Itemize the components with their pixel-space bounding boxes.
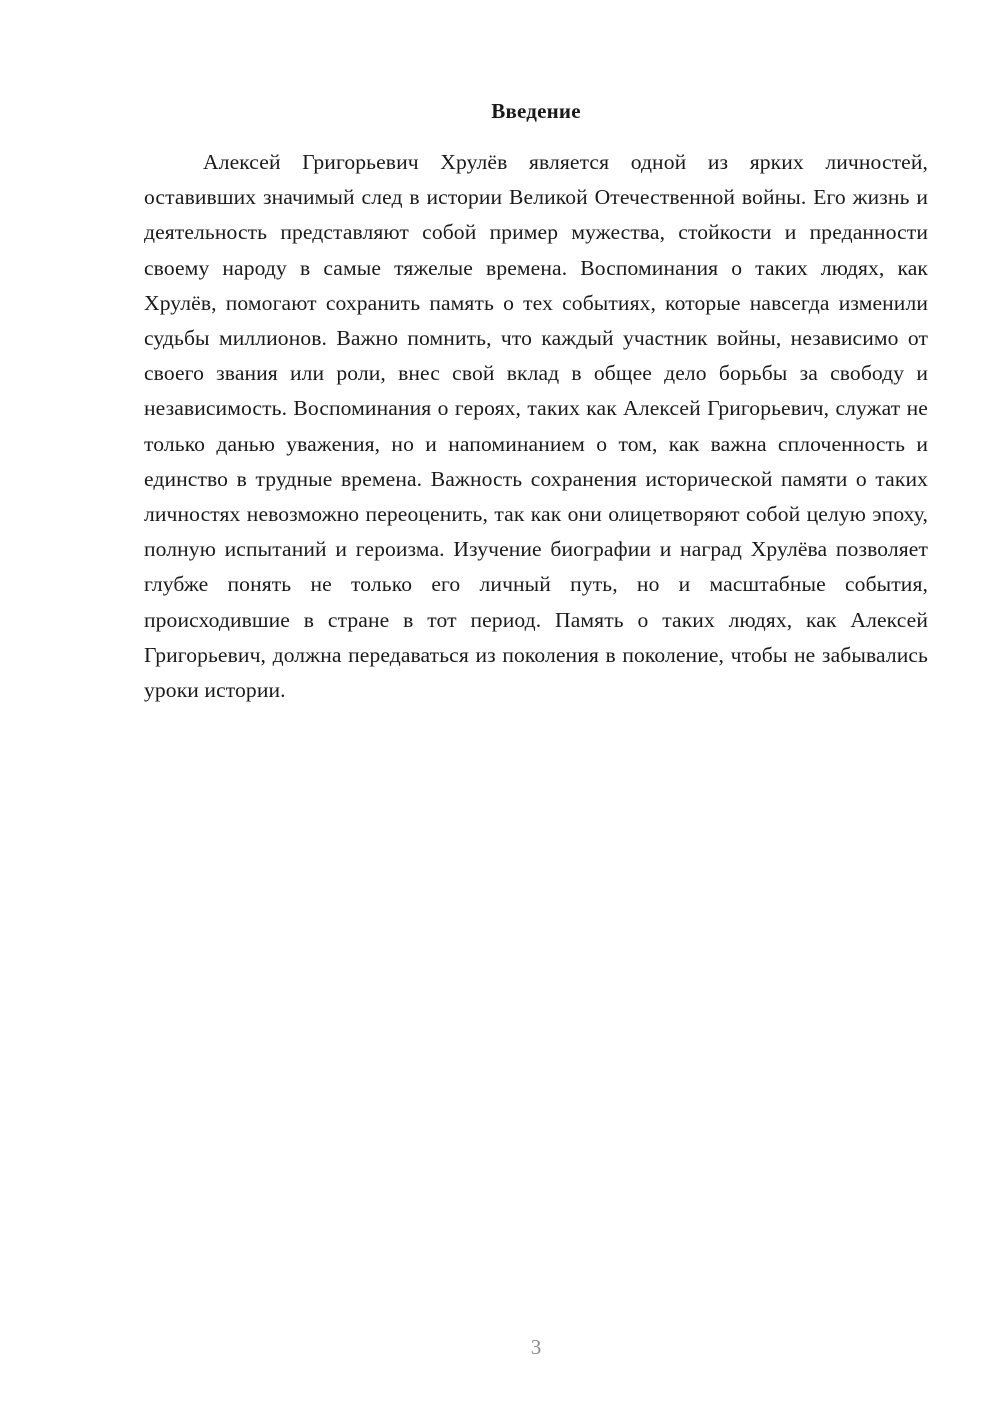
page-number: 3 [530,1335,542,1359]
intro-paragraph: Алексей Григорьевич Хрулёв является одной из ярких личностей, оставивших значимый след в истории Великой Отечественной войны. Его жизнь и деятельность представляют собой пример мужества, стойкости и преданности своему народу в самые тяжелые времена. Воспоминания о таких людях, как Хрулёв, помогают сохранить память о тех событиях, которые навсегда изменили судьбы миллионов. Важно помнить, что каждый участник войны, независимо от своего звания или роли, внес свой вклад в общее дело борьбы за свободу и независимость. Воспоминания о героях, таких как Алексей Григорьевич, служат не только данью уважения, но и напоминанием о том, как важна сплоченность и единство в трудные времена. Важность сохранения исторической памяти о таких личностях невозможно переоценить, так как они олицетворяют собой целую эпоху, полную испытаний и героизма. Изучение биографии и наград Хрулёва позволяет глубже понять не только его личный путь, но и масштабные события, происходившие в стране в тот период. Память о таких людях, как Алексей Григорьевич, должна передаваться из поколения в поколение, чтобы не забывались уроки истории. [144,150,928,703]
section-title: Введение [491,99,581,123]
